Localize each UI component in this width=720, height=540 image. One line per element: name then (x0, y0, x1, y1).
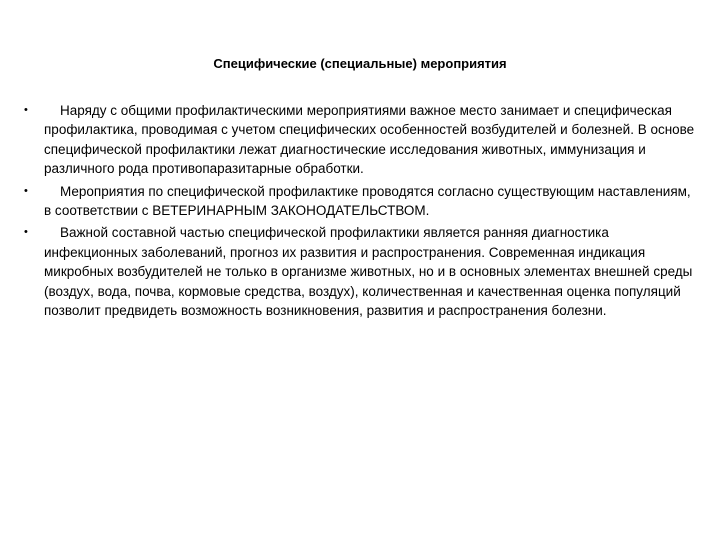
slide-title (0, 55, 720, 73)
bullet-marker: • (24, 226, 28, 239)
bullet-marker: • (24, 184, 28, 197)
slide-title-text: Специфические (специальные) мероприятия (213, 56, 507, 71)
bullet-text: Мероприятия по специфической профилактике проводятся согласно существующим наставлениям, в соответствии с ВЕТЕРИНАРНЫМ ЗАКОНОДАТЕЛЬСТВОМ. (44, 183, 691, 219)
bullet-text: Важной составной частью специфической профилактики является ранняя диагностика инфекционных заболеваний, прогноз их развития и распространения. Современная индикация микробных возбудителей не только в организме животных, но и в основных элементах внешней среды (воздух, вода, почва, кормовые средства, воздух), количественная и качественная оценка популяций позволит предвидеть возможность возникновения, развития и распространения болезни. (44, 225, 693, 319)
bullet-list (24, 101, 696, 323)
bullet-item-2 (24, 182, 696, 221)
bullet-marker: • (24, 104, 28, 116)
bullet-text: Наряду с общими профилактическими мероприятиями важное место занимает и специфическая профилактика, проводимая с учетом специфических особенностей возбудителей и болезней. В основе специфической профилактики лежат диагностические исследования животных, иммунизация и различного рода противопаразитарные обработки. (44, 103, 695, 177)
bullet-item-1 (24, 101, 696, 179)
bullet-item-3 (24, 223, 696, 320)
